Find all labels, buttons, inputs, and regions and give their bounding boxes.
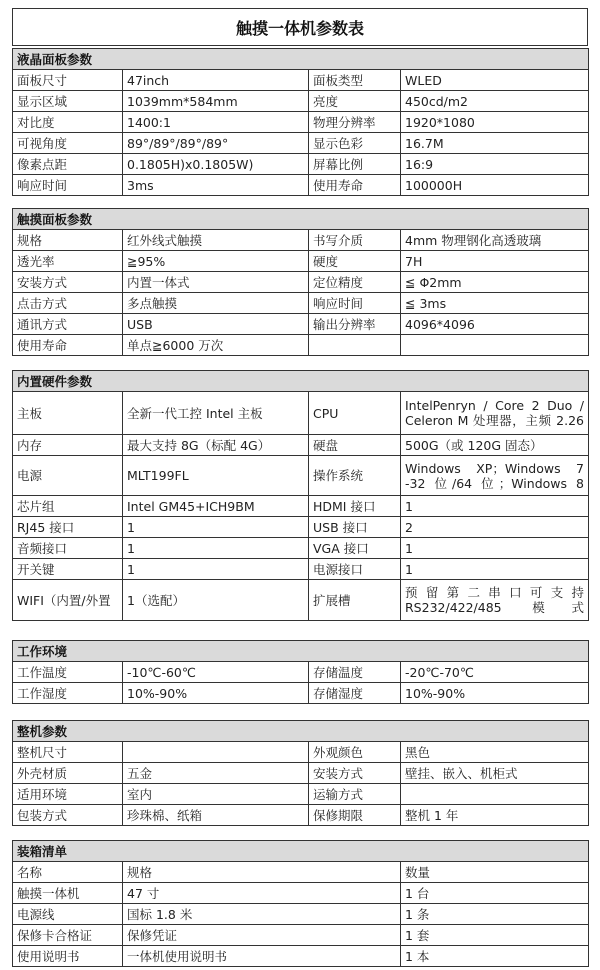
cell: 内置一体式 <box>123 272 309 293</box>
table-row <box>13 251 589 272</box>
hardware-table <box>12 370 589 621</box>
table-row <box>13 335 589 356</box>
page-title: 触摸一体机参数表 <box>12 8 588 46</box>
cell: Intel GM45+ICH9BM <box>123 496 309 517</box>
cell: WLED <box>401 70 589 91</box>
cell: 黑色 <box>401 742 589 763</box>
cell: USB 接口 <box>309 517 401 538</box>
table-row <box>13 946 589 967</box>
lcd-panel-table <box>12 48 589 196</box>
cell: 多点触摸 <box>123 293 309 314</box>
table-row <box>13 925 589 946</box>
cell: -20℃-70℃ <box>401 662 589 683</box>
cell: 适用环境 <box>13 784 123 805</box>
cell: 触摸一体机 <box>13 883 123 904</box>
touch-panel-table <box>12 208 589 356</box>
cell: 存储湿度 <box>309 683 401 704</box>
cell: 显示区域 <box>13 91 123 112</box>
cell: 1 本 <box>401 946 589 967</box>
cell <box>401 335 589 356</box>
table-row <box>13 314 589 335</box>
cell: 一体机使用说明书 <box>123 946 401 967</box>
cell: 红外线式触摸 <box>123 230 309 251</box>
cell: 1 <box>123 538 309 559</box>
cell: 使用寿命 <box>13 335 123 356</box>
cell: HDMI 接口 <box>309 496 401 517</box>
cell: 响应时间 <box>309 293 401 314</box>
cell: 壁挂、嵌入、机柜式 <box>401 763 589 784</box>
cell: 100000H <box>401 175 589 196</box>
cell: 音频接口 <box>13 538 123 559</box>
cell: 4096*4096 <box>401 314 589 335</box>
cell: 10%-90% <box>401 683 589 704</box>
cell: 室内 <box>123 784 309 805</box>
cell: 规格 <box>13 230 123 251</box>
table-row <box>13 272 589 293</box>
table-row <box>13 392 589 435</box>
cell: ≧95% <box>123 251 309 272</box>
section-header: 整机参数 <box>13 721 589 742</box>
table-row <box>13 683 589 704</box>
cell: 响应时间 <box>13 175 123 196</box>
cell: 单点≧6000 万次 <box>123 335 309 356</box>
cell: 2 <box>401 517 589 538</box>
table-row <box>13 580 589 621</box>
table-row <box>13 784 589 805</box>
environment-table <box>12 640 589 704</box>
cell: 全新一代工控 Intel 主板 <box>123 392 309 435</box>
cell: 可视角度 <box>13 133 123 154</box>
cell: 存储温度 <box>309 662 401 683</box>
cell: 规格 <box>123 862 401 883</box>
cell: 开关键 <box>13 559 123 580</box>
cell: 4mm 物理钢化高透玻璃 <box>401 230 589 251</box>
cell: 对比度 <box>13 112 123 133</box>
table-row <box>13 883 589 904</box>
cell: 数量 <box>401 862 589 883</box>
cell: 芯片组 <box>13 496 123 517</box>
table-row <box>13 112 589 133</box>
table-row <box>13 293 589 314</box>
cell: 五金 <box>123 763 309 784</box>
cell: 1920*1080 <box>401 112 589 133</box>
cell: ≦ Φ2mm <box>401 272 589 293</box>
table-row <box>13 763 589 784</box>
section-header: 工作环境 <box>13 641 589 662</box>
table-row <box>13 154 589 175</box>
cell: Windows XP；Windows 7 -32 位/64 位；Windows 8 <box>401 456 589 496</box>
cell: 工作温度 <box>13 662 123 683</box>
section-header: 内置硬件参数 <box>13 371 589 392</box>
cell: IntelPenryn / Core 2 Duo / Celeron M 处理器，主频 2.26 <box>401 392 589 435</box>
cell: RJ45 接口 <box>13 517 123 538</box>
cell: 外观颜色 <box>309 742 401 763</box>
cell: 预留第二串口可支持 RS232/422/485 模式 <box>401 580 589 621</box>
cell: 3ms <box>123 175 309 196</box>
cell: 500G（或 120G 固态） <box>401 435 589 456</box>
cell: 保修期限 <box>309 805 401 826</box>
cell: 0.1805H)x0.1805W) <box>123 154 309 175</box>
cell: 使用说明书 <box>13 946 123 967</box>
cell: 珍珠棉、纸箱 <box>123 805 309 826</box>
table-row <box>13 435 589 456</box>
cell: 使用寿命 <box>309 175 401 196</box>
section-header: 装箱清单 <box>13 841 589 862</box>
cell: CPU <box>309 392 401 435</box>
cell: 像素点距 <box>13 154 123 175</box>
cell: 10%-90% <box>123 683 309 704</box>
cell: 1400:1 <box>123 112 309 133</box>
cell: USB <box>123 314 309 335</box>
cell: 1 <box>123 517 309 538</box>
section-header: 触摸面板参数 <box>13 209 589 230</box>
cell: 1 台 <box>401 883 589 904</box>
table-row <box>13 742 589 763</box>
cell: VGA 接口 <box>309 538 401 559</box>
table-row <box>13 496 589 517</box>
cell: 亮度 <box>309 91 401 112</box>
cell: 物理分辨率 <box>309 112 401 133</box>
cell: 7H <box>401 251 589 272</box>
cell: 名称 <box>13 862 123 883</box>
table-row <box>13 517 589 538</box>
cell: 1 条 <box>401 904 589 925</box>
table-row <box>13 862 589 883</box>
cell: 透光率 <box>13 251 123 272</box>
table-row <box>13 91 589 112</box>
table-row <box>13 133 589 154</box>
cell: 450cd/m2 <box>401 91 589 112</box>
cell: -10℃-60℃ <box>123 662 309 683</box>
cell: 屏幕比例 <box>309 154 401 175</box>
table-row <box>13 904 589 925</box>
table-row <box>13 805 589 826</box>
table-row <box>13 70 589 91</box>
cell: 1 <box>401 559 589 580</box>
cell: 内存 <box>13 435 123 456</box>
cell: 整机 1 年 <box>401 805 589 826</box>
cell: 1（选配） <box>123 580 309 621</box>
machine-table <box>12 720 589 826</box>
cell: 1 <box>401 496 589 517</box>
cell: 国标 1.8 米 <box>123 904 401 925</box>
cell: 定位精度 <box>309 272 401 293</box>
cell: 1 <box>123 559 309 580</box>
cell: 包装方式 <box>13 805 123 826</box>
cell <box>123 742 309 763</box>
cell: 1039mm*584mm <box>123 91 309 112</box>
cell: 电源 <box>13 456 123 496</box>
cell: 通讯方式 <box>13 314 123 335</box>
cell: 工作湿度 <box>13 683 123 704</box>
cell: 1 <box>401 538 589 559</box>
cell: 输出分辨率 <box>309 314 401 335</box>
cell: 47 寸 <box>123 883 401 904</box>
cell: 1 套 <box>401 925 589 946</box>
table-row <box>13 662 589 683</box>
cell: 扩展槽 <box>309 580 401 621</box>
cell: 安装方式 <box>13 272 123 293</box>
cell: 点击方式 <box>13 293 123 314</box>
cell: 电源线 <box>13 904 123 925</box>
cell: 外壳材质 <box>13 763 123 784</box>
cell: 保修凭证 <box>123 925 401 946</box>
table-row <box>13 456 589 496</box>
cell: 操作系统 <box>309 456 401 496</box>
cell: 最大支持 8G（标配 4G） <box>123 435 309 456</box>
cell: 显示色彩 <box>309 133 401 154</box>
table-row <box>13 538 589 559</box>
packing-list-table <box>12 840 589 967</box>
cell: 89°/89°/89°/89° <box>123 133 309 154</box>
cell: 整机尺寸 <box>13 742 123 763</box>
cell: 运输方式 <box>309 784 401 805</box>
cell: 面板类型 <box>309 70 401 91</box>
cell: 书写介质 <box>309 230 401 251</box>
cell: 47inch <box>123 70 309 91</box>
table-row <box>13 230 589 251</box>
cell: 电源接口 <box>309 559 401 580</box>
cell: 16.7M <box>401 133 589 154</box>
cell: 安装方式 <box>309 763 401 784</box>
cell <box>401 784 589 805</box>
cell: MLT199FL <box>123 456 309 496</box>
section-header: 液晶面板参数 <box>13 49 589 70</box>
cell: ≦ 3ms <box>401 293 589 314</box>
cell: WIFI（内置/外置 <box>13 580 123 621</box>
cell <box>309 335 401 356</box>
table-row <box>13 559 589 580</box>
cell: 16:9 <box>401 154 589 175</box>
cell: 主板 <box>13 392 123 435</box>
cell: 面板尺寸 <box>13 70 123 91</box>
cell: 硬盘 <box>309 435 401 456</box>
cell: 硬度 <box>309 251 401 272</box>
cell: 保修卡合格证 <box>13 925 123 946</box>
table-row <box>13 175 589 196</box>
